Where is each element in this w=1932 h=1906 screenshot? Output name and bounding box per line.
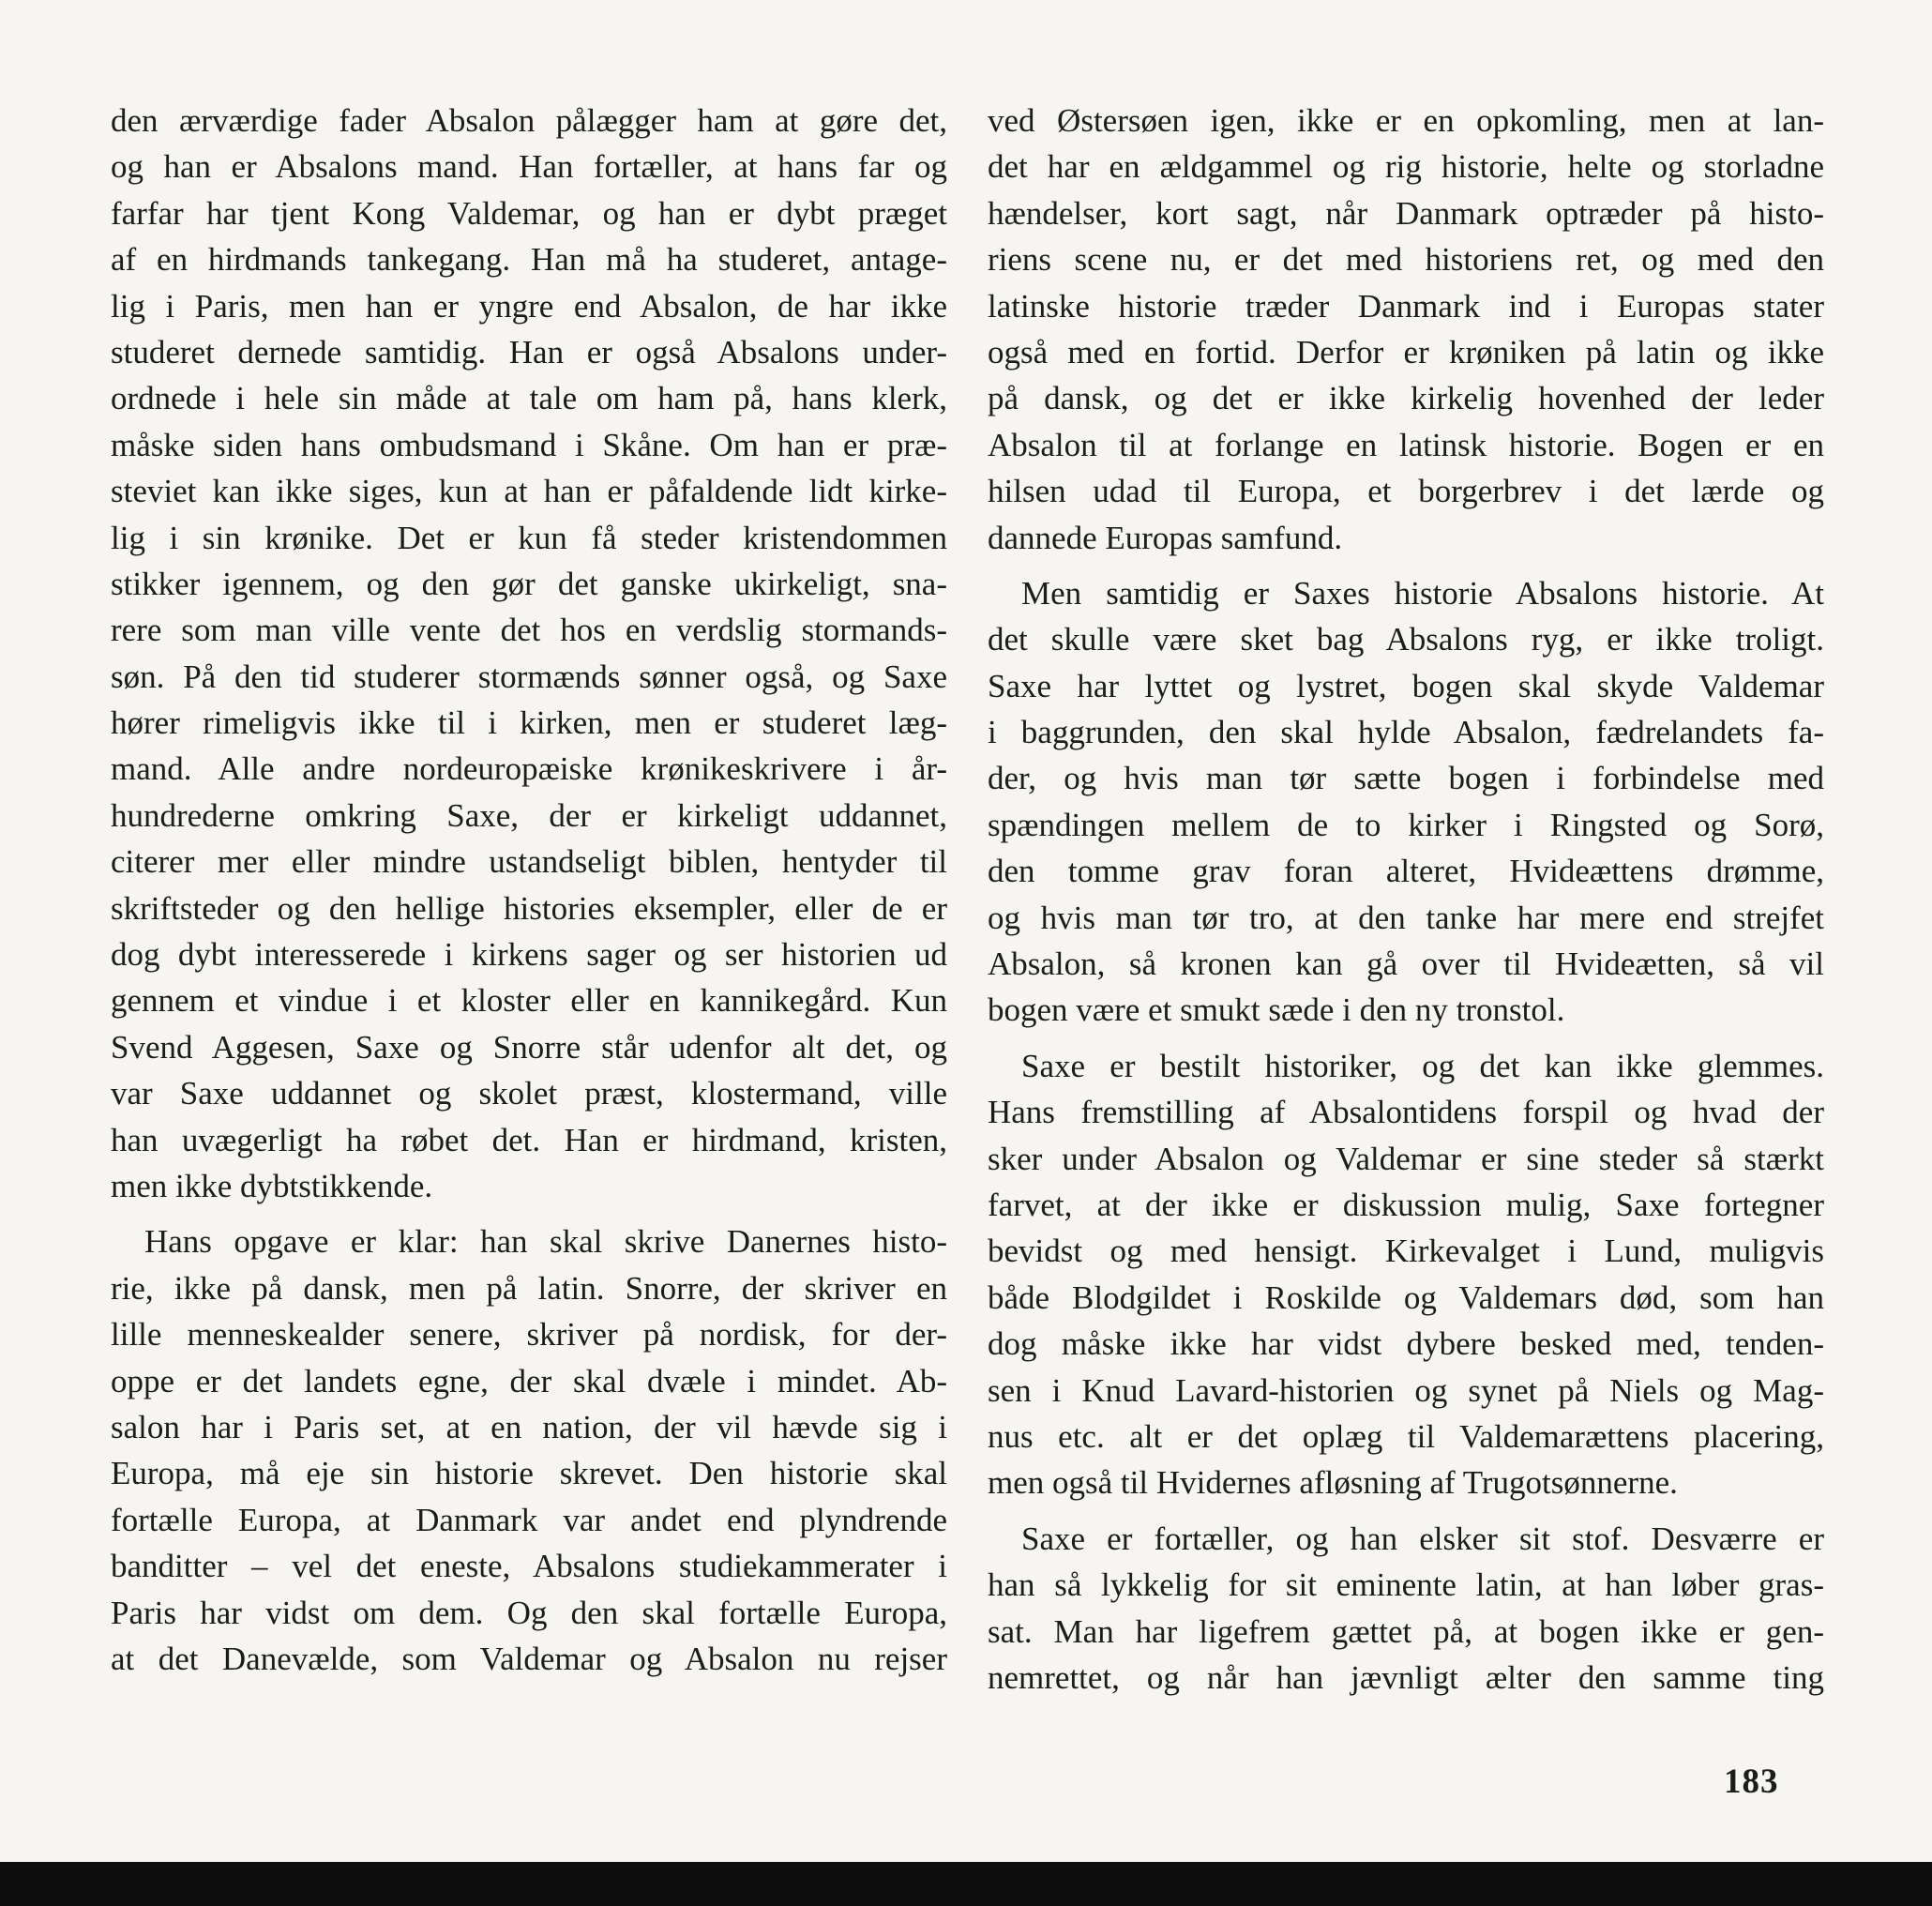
- paragraph-gap: [988, 561, 1824, 570]
- text-line: rie, ikke på dansk, men på latin. Snorre, der skriver en: [111, 1269, 947, 1307]
- text-line: var Saxe uddannet og skolet præst, klostermand, ville: [111, 1075, 947, 1112]
- text-line: at det Danevælde, som Valdemar og Absalon nu rejser: [111, 1640, 947, 1677]
- text-line: latinske historie træder Danmark ind i Europas stater: [988, 287, 1824, 325]
- page-number: 183: [1724, 1762, 1779, 1801]
- text-line: dannede Europas samfund.: [988, 519, 1343, 556]
- text-line: dog måske ikke har vidst dybere besked med, tenden-: [988, 1325, 1824, 1363]
- text-line: af en hirdmands tankegang. Han må ha studeret, antage-: [111, 241, 947, 279]
- text-line: sker under Absalon og Valdemar er sine steder så stærkt: [988, 1140, 1824, 1177]
- text-line: den tomme grav foran alteret, Hvideættens drømme,: [988, 853, 1824, 890]
- text-line: både Blodgildet i Roskilde og Valdemars død, som han: [988, 1278, 1824, 1316]
- text-line: ordnede i hele sin måde at tale om ham på, hans klerk,: [111, 380, 947, 417]
- text-line: Hans opgave er klar: han skal skrive Danernes histo-: [144, 1223, 947, 1261]
- text-line: dog dybt interesserede i kirkens sager og ser historien ud: [111, 936, 947, 974]
- text-line: farfar har tjent Kong Valdemar, og han er dybt præget: [111, 194, 947, 232]
- text-line: Hans fremstilling af Absalontidens forspil og hvad der: [988, 1094, 1824, 1131]
- text-line: hører rimeligvis ikke til i kirken, men er studeret læg-: [111, 704, 947, 742]
- text-line: på dansk, og det er ikke kirkelig hovenhed der leder: [988, 380, 1824, 417]
- text-line: ved Østersøen igen, ikke er en opkomling, men at lan-: [988, 102, 1824, 139]
- text-line: også med en fortid. Derfor er krøniken på latin og ikke: [988, 333, 1824, 371]
- text-line: lig i sin krønike. Det er kun få steder kristendommen: [111, 519, 947, 556]
- text-line: studeret dernede samtidig. Han er også Absalons under-: [111, 333, 947, 371]
- text-line: stikker igennem, og den gør det ganske ukirkeligt, sna-: [111, 565, 947, 602]
- text-line: i baggrunden, den skal hylde Absalon, fædrelandets fa-: [988, 714, 1824, 751]
- text-line: Saxe har lyttet og lystret, bogen skal skyde Valdemar: [988, 667, 1824, 704]
- text-line: nemrettet, og når han jævnligt ælter den samme ting: [988, 1658, 1824, 1696]
- text-line: hændelser, kort sagt, når Danmark optræder på histo-: [988, 194, 1824, 232]
- text-line: der, og hvis man tør sætte bogen i forbindelse med: [988, 760, 1824, 797]
- text-line: hundrederne omkring Saxe, der er kirkeligt uddannet,: [111, 796, 947, 834]
- text-line: men ikke dybtstikkende.: [111, 1167, 433, 1204]
- text-line: mand. Alle andre nordeuropæiske krønikeskrivere i år-: [111, 750, 947, 788]
- text-line: Absalon til at forlange en latinsk historie. Bogen er en: [988, 426, 1824, 463]
- text-line: lille menneskealder senere, skriver på nordisk, for der-: [111, 1316, 947, 1354]
- text-line: Saxe er fortæller, og han elsker sit stof. Desværre er: [1021, 1520, 1824, 1557]
- text-line: Svend Aggesen, Saxe og Snorre står udenfor alt det, og: [111, 1028, 947, 1066]
- text-line: måske siden hans ombudsmand i Skåne. Om han er præ-: [111, 426, 947, 463]
- text-line: gennem et vindue i et kloster eller en kannikegård. Kun: [111, 982, 947, 1020]
- text-line: lig i Paris, men han er yngre end Absalon, de har ikke: [111, 287, 947, 325]
- text-line: skriftsteder og den hellige histories eksempler, eller de er: [111, 889, 947, 927]
- paragraph-gap: [988, 1506, 1824, 1516]
- text-line: riens scene nu, er det med historiens ret, og med den: [988, 241, 1824, 279]
- text-line: Men samtidig er Saxes historie Absalons historie. At: [1021, 574, 1824, 612]
- text-line: den ærværdige fader Absalon pålægger ham at gøre det,: [111, 102, 947, 139]
- text-line: fortælle Europa, at Danmark var andet end plyndrende: [111, 1501, 947, 1538]
- left-text-column: [111, 98, 947, 1682]
- text-line: rere som man ville vente det hos en verdslig stormands-: [111, 612, 947, 649]
- text-line: hilsen udad til Europa, et borgerbrev i det lærde og: [988, 473, 1824, 510]
- text-line: sen i Knud Lavard-historien og synet på Niels og Mag-: [988, 1371, 1824, 1409]
- text-line: bogen være et smukt sæde i den ny tronstol.: [988, 991, 1565, 1029]
- bottom-edge-bar: [0, 1862, 1932, 1906]
- text-line: Absalon, så kronen kan gå over til Hvideætten, så vil: [988, 945, 1824, 983]
- text-line: og hvis man tør tro, at den tanke har mere end strejfet: [988, 899, 1824, 936]
- text-line: men også til Hvidernes afløsning af Trugotsønnerne.: [988, 1464, 1678, 1502]
- text-line: han uvægerligt ha røbet det. Han er hirdmand, kristen,: [111, 1121, 947, 1158]
- text-line: steviet kan ikke siges, kun at han er påfaldende lidt kirke-: [111, 473, 947, 510]
- text-line: Saxe er bestilt historiker, og det kan ikke glemmes.: [1021, 1047, 1824, 1084]
- text-line: salon har i Paris set, at en nation, der vil hævde sig i: [111, 1408, 947, 1445]
- paragraph-gap: [111, 1209, 947, 1218]
- text-line: og han er Absalons mand. Han fortæller, at hans far og: [111, 148, 947, 186]
- right-text-column: [988, 98, 1824, 1701]
- text-line: sat. Man har ligefrem gættet på, at bogen ikke er gen-: [988, 1612, 1824, 1650]
- paragraph-gap: [988, 1034, 1824, 1043]
- text-line: spændingen mellem de to kirker i Ringsted og Sorø,: [988, 806, 1824, 843]
- text-line: Europa, må eje sin historie skrevet. Den historie skal: [111, 1455, 947, 1492]
- text-line: bevidst og med hensigt. Kirkevalget i Lund, muligvis: [988, 1233, 1824, 1270]
- text-line: farvet, at der ikke er diskussion mulig, Saxe fortegner: [988, 1186, 1824, 1223]
- text-line: oppe er det landets egne, der skal dvæle i mindet. Ab-: [111, 1362, 947, 1399]
- text-line: søn. På den tid studerer stormænds sønner også, og Saxe: [111, 658, 947, 695]
- text-line: Paris har vidst om dem. Og den skal fortælle Europa,: [111, 1594, 947, 1631]
- text-line: banditter – vel det eneste, Absalons studiekammerater i: [111, 1548, 947, 1585]
- text-line: citerer mer eller mindre ustandseligt biblen, hentyder til: [111, 843, 947, 881]
- text-line: det har en ældgammel og rig historie, helte og storladne: [988, 148, 1824, 186]
- text-line: nus etc. alt er det oplæg til Valdemarættens placering,: [988, 1417, 1824, 1455]
- text-line: det skulle være sket bag Absalons ryg, er ikke troligt.: [988, 621, 1824, 658]
- text-line: han så lykkelig for sit eminente latin, at han løber gras-: [988, 1566, 1824, 1604]
